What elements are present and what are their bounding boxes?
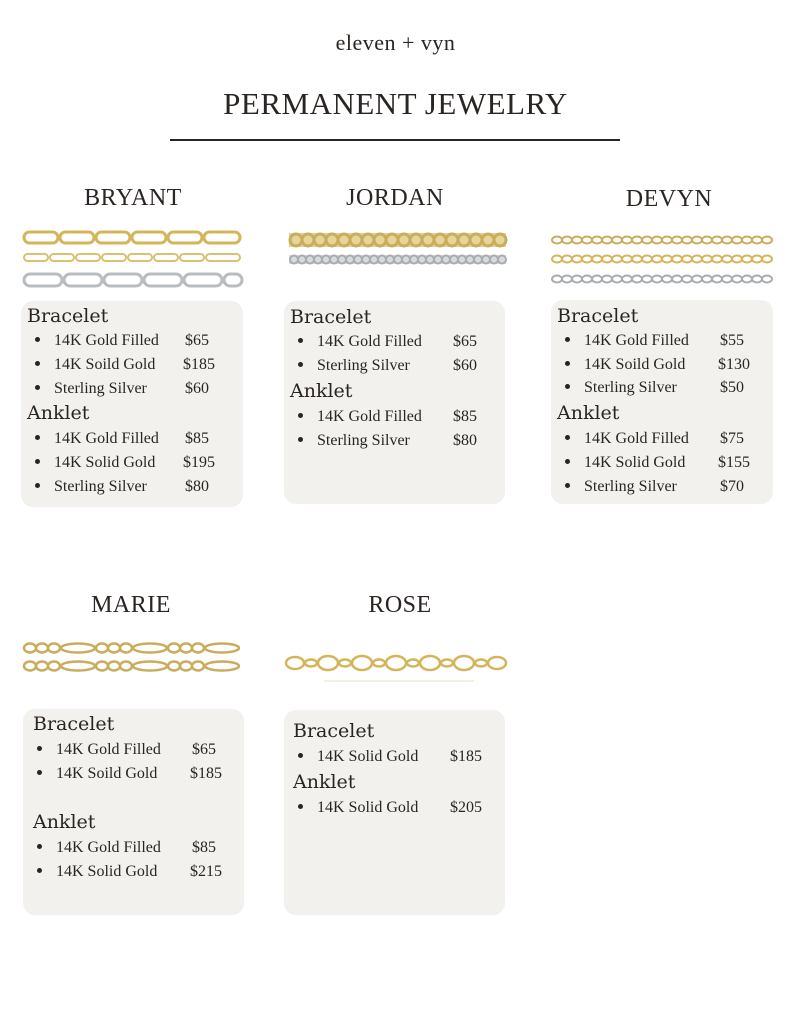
chain-name-bryant: BRYANT: [84, 185, 182, 211]
list-item: Sterling Silver $60: [35, 380, 147, 398]
chain-name-jordan: JORDAN: [346, 185, 444, 211]
price-card-bryant: [21, 301, 243, 507]
title-divider: [170, 139, 620, 141]
list-item: 14K Soild Gold $185: [35, 356, 155, 374]
list-item: 14K Gold Filled $85: [298, 408, 422, 426]
list-item: 14K Gold Filled $55: [565, 332, 689, 350]
section-label-bracelet: Bracelet: [33, 713, 115, 735]
list-item: Sterling Silver $50: [565, 379, 677, 397]
price-card-marie: [23, 709, 244, 915]
page-title: PERMANENT JEWELRY: [223, 86, 568, 121]
price-card-devyn: [551, 300, 773, 504]
section-label-anklet: Anklet: [27, 402, 90, 424]
list-item: 14K Soild Gold $185: [37, 765, 157, 783]
section-label-anklet: Anklet: [293, 771, 356, 793]
section-label-bracelet: Bracelet: [557, 305, 639, 327]
chain-name-devyn: DEVYN: [625, 186, 713, 212]
section-label-anklet: Anklet: [290, 380, 353, 402]
list-item: 14K Gold Filled $85: [37, 839, 161, 857]
chain-image-marie: [22, 640, 244, 674]
list-item: 14K Gold Filled $75: [565, 430, 689, 448]
section-label-bracelet: Bracelet: [293, 720, 375, 742]
price-card-rose: [284, 710, 505, 915]
section-label-bracelet: Bracelet: [290, 306, 372, 328]
list-item: 14K Solid Gold $195: [35, 454, 155, 472]
list-item: Sterling Silver $70: [565, 478, 677, 496]
list-item: Sterling Silver $80: [298, 432, 410, 450]
list-item: 14K Solid Gold $215: [37, 863, 157, 881]
list-item: 14K Solid Gold $185: [298, 748, 418, 766]
list-item: 14K Gold Filled $65: [37, 741, 161, 759]
chain-name-rose: ROSE: [368, 592, 432, 618]
list-item: 14K Soild Gold $130: [565, 356, 685, 374]
chain-image-bryant: [22, 228, 244, 290]
list-item: 14K Solid Gold $205: [298, 799, 418, 817]
chain-image-devyn: [551, 233, 773, 285]
chain-image-rose: [284, 648, 509, 684]
price-card-jordan: [284, 301, 505, 504]
section-label-bracelet: Bracelet: [27, 305, 109, 327]
list-item: 14K Solid Gold $155: [565, 454, 685, 472]
list-item: Sterling Silver $80: [35, 478, 147, 496]
brand-name: eleven + vyn: [335, 30, 456, 55]
section-label-anklet: Anklet: [33, 811, 96, 833]
chain-image-jordan: [288, 230, 508, 268]
chain-name-marie: MARIE: [91, 592, 171, 618]
list-item: 14K Gold Filled $85: [35, 430, 159, 448]
section-label-anklet: Anklet: [557, 402, 620, 424]
list-item: 14K Gold Filled $65: [35, 332, 159, 350]
list-item: Sterling Silver $60: [298, 357, 410, 375]
list-item: 14K Gold Filled $65: [298, 333, 422, 351]
